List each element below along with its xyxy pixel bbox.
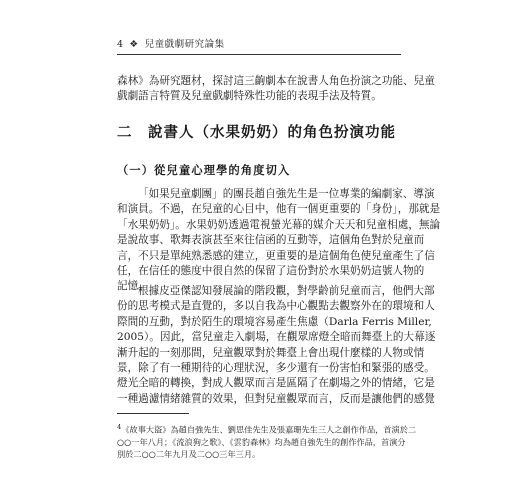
paragraph-line: 一種過濾情緒雜質的效果，但對兒童觀眾而言，反而是讓他們的感覺: [117, 392, 435, 405]
paragraph-line: 任，在信任的態度中很自然的保留了這份對於水果奶奶這號人物的: [117, 265, 425, 278]
paragraph-line: 「水果奶奶」。水果奶奶透過電視螢光幕的媒介天天和兒童相處，無論: [117, 218, 441, 231]
paragraph-line: 記憶。: [117, 280, 149, 293]
paragraph-line: 燈光全暗的轉換，對成人觀眾而言是區隔了在劇場之外的情緒，它是: [117, 377, 435, 390]
paragraph-line: 根據皮亞傑認知發展論的階段觀，對學齡前兒童而言，他們大部: [138, 285, 435, 297]
footnote-rule: [117, 413, 189, 414]
footnote-line: ○○一年八月；《流浪狗之歌》、《雲豹森林》均為趙自強先生的創作作品，首演分: [117, 436, 406, 447]
paragraph-line: 「如果兒童劇團」的團長趙自強先生是一位專業的編劇家、導演: [138, 188, 435, 200]
intro-line: 森林》為研究題材，探討這三齣劇本在說書人角色扮演之功能、兒童: [117, 75, 435, 87]
footnote: [117, 421, 417, 460]
paragraph-line: 是說故事、歌舞表演甚至來往信函的互動等，這個角色對於兒童而: [117, 234, 425, 247]
paragraph-line: 言，不只是單純熟悉感的建立，更重要的是這個角色使兒童產生了信: [117, 249, 435, 262]
footnote-line: [117, 421, 417, 436]
section-heading: 二 說書人（水果奶奶）的角色扮演功能: [117, 124, 396, 141]
footnote-text: 《故事大盜》為趙自強先生、劉思佳先生及張嘉珊先生三人之創作作品，首演於二: [121, 424, 417, 435]
header-rule: [117, 54, 401, 55]
book-title: 兒童戲劇研究論集: [144, 39, 225, 50]
intro-line: 戲劇語言特質及兒童戲劇特殊性功能的表現手法及特質。: [117, 90, 382, 103]
diamond-ornament-icon: ❖: [129, 39, 139, 50]
paragraph-1: [117, 187, 441, 295]
paragraph-line: 2005）。因此，當兒童走入劇場，在觀眾席燈全暗而舞臺上的大幕逐: [117, 331, 436, 344]
intro-paragraph: [117, 74, 435, 105]
paragraph-line: 份的思考模式是直覺的，多以自我為中心觀點去觀察外在的環境和人: [117, 300, 435, 313]
running-header: [117, 36, 225, 50]
footnote-line: 別於二○○二年九月及二○○三年三月。: [117, 448, 261, 459]
paragraph-line: 和演員。不過，在兒童的心目中，他有一個更重要的「身份」，那就是: [117, 203, 441, 216]
paragraph-line: 際間的互動，對於陌生的環境容易產生焦慮（Darla Ferris Miller,: [117, 315, 432, 328]
paragraph-line: 景，除了有一種期待的心理狀況，多少還有一份害怕和緊張的感受。: [117, 362, 435, 375]
paragraph-line: 漸升起的一刻那間，兒童觀眾對於舞臺上會出現什麼樣的人物或情: [117, 346, 425, 359]
paragraph-2: [117, 284, 436, 407]
footnote-number: 4: [117, 423, 122, 431]
subsection-heading: （一）從兒童心理學的角度切入: [117, 163, 291, 177]
page-number: 4: [117, 39, 124, 50]
